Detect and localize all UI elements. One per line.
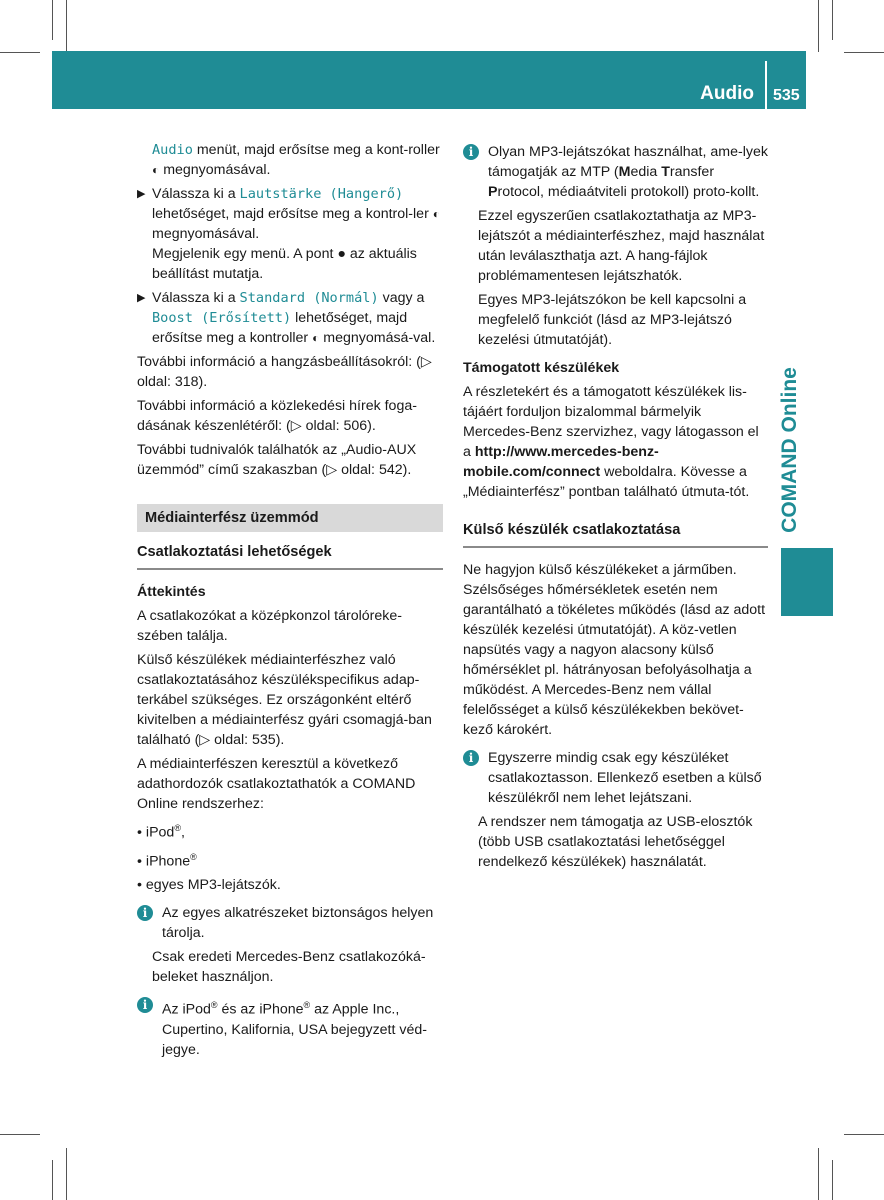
crop-mark <box>66 0 67 52</box>
header-separator <box>765 61 767 109</box>
crop-mark <box>844 1134 884 1135</box>
arrow-icon: ▶ <box>137 188 146 200</box>
cross-reference: További információ a közlekedési hírek foga-dásának készenlétéről: (▷ oldal: 506). <box>137 398 417 434</box>
crop-mark <box>832 1160 833 1200</box>
list-item: • iPod®, <box>137 823 185 841</box>
paragraph: Külső készülékek médiainterfészhez való csatlakoztatásához készülékspecifikus adap-terkábel szükséges. Ez országonként eltérő kivitelben a médiainterfész gyári csomagjá-ban található (▷ oldal: 535). <box>137 652 432 748</box>
chapter-tab <box>760 360 820 540</box>
paragraph: A csatlakozókat a középkonzol tárolóreke-szében találja. <box>137 608 402 644</box>
section-heading: Médiainterfész üzemmód <box>137 504 443 532</box>
crop-mark <box>0 1134 40 1135</box>
page-header <box>52 51 806 109</box>
info-icon: i <box>137 905 153 921</box>
menu-item: Lautstärke (Hangerő) <box>239 186 404 202</box>
instruction-step: ▶ Válassza ki a Standard (Normál) vagy a Boost (Erősített) lehetőséget, majd erősítse meg a kontroller ◐ megnyomásá-val. <box>137 290 436 346</box>
step-continuation: Audio menüt, majd erősítse meg a kont-roller ◐ megnyomásával. <box>152 142 440 178</box>
paragraph: A részletekért és a támogatott készülékek lis-tájáért forduljon bizalommal bármelyik Mercedes-Benz szervizhez, vagy látogasson el a http://www.mercedes-benz-mobile.com/connect weboldalra. Kövesse a „Médiainterfész” pontban található útmuta-tót. <box>463 384 759 500</box>
page-number: 535 <box>773 87 800 104</box>
chapter-label: COMAND Online <box>778 367 801 533</box>
info-icon: i <box>137 997 153 1013</box>
menu-item: Boost (Erősített) <box>152 310 292 326</box>
menu-item: Audio <box>152 142 193 158</box>
menu-item: Standard (Normál) <box>239 290 379 306</box>
info-icon: i <box>463 144 479 160</box>
right-column <box>463 142 768 876</box>
left-column <box>137 140 443 1064</box>
list-item: • egyes MP3-lejátszók. <box>137 877 281 894</box>
info-note: i Az iPod® és az iPhone® az Apple Inc., Cupertino, Kalifornia, USA bejegyzett véd-jegye. <box>137 995 443 1060</box>
crop-mark <box>818 1148 819 1200</box>
controller-icon: ◐ <box>152 163 160 177</box>
topic-heading: Áttekintés <box>137 584 206 600</box>
step-result: Megjelenik egy menü. A pont ● az aktuális beállítást mutatja. <box>152 246 417 282</box>
topic-heading: Támogatott készülékek <box>463 360 620 376</box>
controller-icon: ◐ <box>432 207 440 221</box>
arrow-icon: ▶ <box>137 292 146 304</box>
list-item: • iPhone® <box>137 851 197 870</box>
paragraph: A médiainterfészen keresztül a következő adathordozók csatlakoztathatók a COMAND Online rendszerhez: <box>137 756 416 812</box>
crop-mark <box>66 1148 67 1200</box>
subsection-heading: Külső készülék csatlakoztatása <box>463 520 768 548</box>
chapter-tab-marker <box>781 548 833 616</box>
controller-icon: ◐ <box>312 331 320 345</box>
crop-mark <box>52 1160 53 1200</box>
crop-mark <box>818 0 819 52</box>
crop-mark <box>844 52 884 53</box>
cross-reference: További tudnivalók találhatók az „Audio-AUX üzemmód” című szakaszban (▷ oldal: 542). <box>137 442 417 478</box>
crop-mark <box>0 52 40 53</box>
paragraph: Ne hagyjon külső készülékeket a járműben. Szélsőséges hőmérsékletek esetén nem garantálható a tökéletes működés (lásd az adott készülék kezelési útmutatóját). A köz-vetlen napsütés vagy a nagyon alacsony külső hőmérséklet pl. hátrányosan befolyásolhatja a működést. A Mercedes-Benz nem vállal felelősséget a külső készülékekben bekövet-kező károkért. <box>463 562 766 738</box>
subsection-heading: Csatlakoztatási lehetőségek <box>137 542 443 570</box>
info-note: i Egyszerre mindig csak egy készüléket csatlakoztasson. Ellenkező esetben a külső készülékről nem lehet lejátszani. A rendszer nem támogatja az USB-elosztók (több USB csatlakoztatási lehetőséggel rendelkező készülékek) használatát. <box>463 748 768 872</box>
info-note: i Olyan MP3-lejátszókat használhat, ame-lyek támogatják az MTP (Media Transfer Protocol, médiaátviteli protokoll) proto-kollt. Ezzel egyszerűen csatlakoztathatja az MP3-lejátszót a médiainterfészhez, majd használat után leválaszthatja azt. A hang-fájlok problémamentesen lejátszhatók. Egyes MP3-lejátszókon be kell kapcsolni a megfelelő funkciót (lásd az MP3-lejátszó kezelési útmutatóját). <box>463 142 768 350</box>
instruction-step: ▶ Válassza ki a Lautstärke (Hangerő) lehetőséget, majd erősítse meg a kontrol-ler ◐ megnyomásával. Megjelenik egy menü. A pont ● az aktuális beállítást mutatja. <box>137 186 440 282</box>
crop-mark <box>52 0 53 40</box>
website-link[interactable]: http://www.mercedes-benz-mobile.com/connect <box>463 444 659 480</box>
info-note: i Az egyes alkatrészeket biztonságos helyen tárolja. Csak eredeti Mercedes-Benz csatlakozóká-beleket használjon. <box>137 903 443 987</box>
cross-reference: További információ a hangzásbeállításokról: (▷ oldal: 318). <box>137 354 432 390</box>
page-title: Audio <box>700 83 754 104</box>
crop-mark <box>832 0 833 40</box>
info-icon: i <box>463 750 479 766</box>
